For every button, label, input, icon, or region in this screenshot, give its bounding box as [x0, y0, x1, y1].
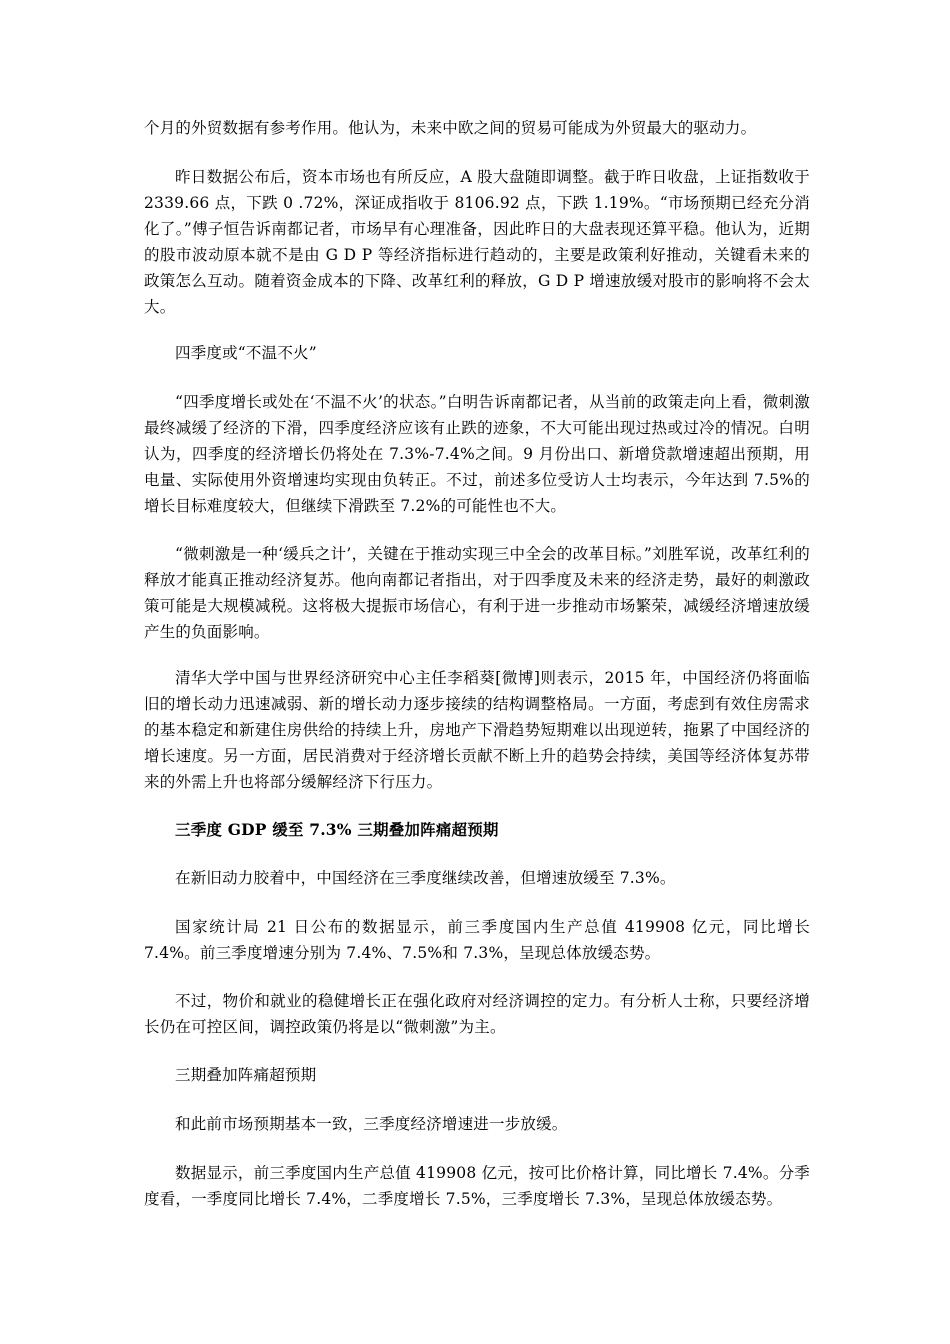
article-heading: 三季度 GDP 缓至 7.3% 三期叠加阵痛超预期	[175, 820, 499, 839]
section-subheading-triple: 三期叠加阵痛超预期	[175, 1066, 317, 1084]
section-subheading-q4: 四季度或“不温不火”	[175, 344, 317, 362]
paragraph-q4-outlook: “四季度增长或处在‘不温不火’的状态。”白明告诉南都记者，从当前的政策走向上看，微刺激最终减缓了经济的下滑，四季度经济应该有止跌的迹象，不大可能出现过热或过冷的情况。白明认为，四季度的经济增长仍将处在 7.3%-7.4%之间。9 月份出口、新增贷款增速超出预期，用电量、实际使用外资增速均实现由负转正。不过，前述多位受访人士均表示，今年达到 7.5%的增长目标难度较大，但继续下滑跌至 7.2%的可能性也不大。	[144, 393, 810, 515]
paragraph-tsinghua-view: 清华大学中国与世界经济研究中心主任李稻葵[微博]则表示，2015 年，中国经济仍将面临旧的增长动力迅速减弱、新的增长动力逐步接续的结构调整格局。一方面，考虑到有效住房需求的基本稳定和新建住房供给的持续上升，房地产下滑趋势短期难以出现逆转，拖累了中国经济的增长速度。另一方面，居民消费对于经济增长贡献不断上升的趋势会持续，美国等经济体复苏带来的外需上升也将部分缓解经济下行压力。	[144, 669, 810, 791]
paragraph-policy-stance: 不过，物价和就业的稳健增长正在强化政府对经济调控的定力。有分析人士称，只要经济增长仍在可控区间，调控政策仍将是以“微刺激”为主。	[144, 992, 810, 1036]
paragraph-continuation: 个月的外贸数据有参考作用。他认为，未来中欧之间的贸易可能成为外贸最大的驱动力。	[144, 119, 757, 137]
paragraph-market-expectation: 和此前市场预期基本一致，三季度经济增速进一步放缓。	[175, 1115, 568, 1133]
paragraph-quarterly-data: 数据显示，前三季度国内生产总值 419908 亿元，按可比价格计算，同比增长 7.4%。分季度看，一季度同比增长 7.4%，二季度增长 7.5%，三季度增长 7.3%，呈现总体放缓态势。	[144, 1164, 810, 1208]
paragraph-micro-stimulus: “微刺激是一种‘缓兵之计’，关键在于推动实现三中全会的改革目标。”刘胜军说，改革红利的释放才能真正推动经济复苏。他向南都记者指出，对于四季度及未来的经济走势，最好的刺激政策可能是大规模减税。这将极大提振市场信心，有利于进一步推动市场繁荣，减缓经济增速放缓产生的负面影响。	[144, 545, 810, 641]
paragraph-market-reaction: 昨日数据公布后，资本市场也有所反应，A 股大盘随即调整。截于昨日收盘，上证指数收于 2339.66 点，下跌 0 .72%，深证成指收于 8106.92 点，下跌 1.19%。“市场预期已经充分消化了。”傅子恒告诉南都记者，市场早有心理准备，因此昨日的大盘表现还算平稳。他认为，近期的股市波动原本就不是由 G D P 等经济指标进行趋动的，主要是政策利好推动，关键看未来的政策怎么互动。随着资金成本的下降、改革红利的释放，G D P 增速放缓对股市的影响将不会太大。	[144, 168, 810, 316]
paragraph-stats-bureau: 国家统计局 21 日公布的数据显示，前三季度国内生产总值 419908 亿元，同比增长 7.4%。前三季度增速分别为 7.4%、7.5%和 7.3%，呈现总体放缓态势。	[144, 918, 810, 962]
paragraph-q3-slowdown: 在新旧动力胶着中，中国经济在三季度继续改善，但增速放缓至 7.3%。	[175, 869, 676, 887]
